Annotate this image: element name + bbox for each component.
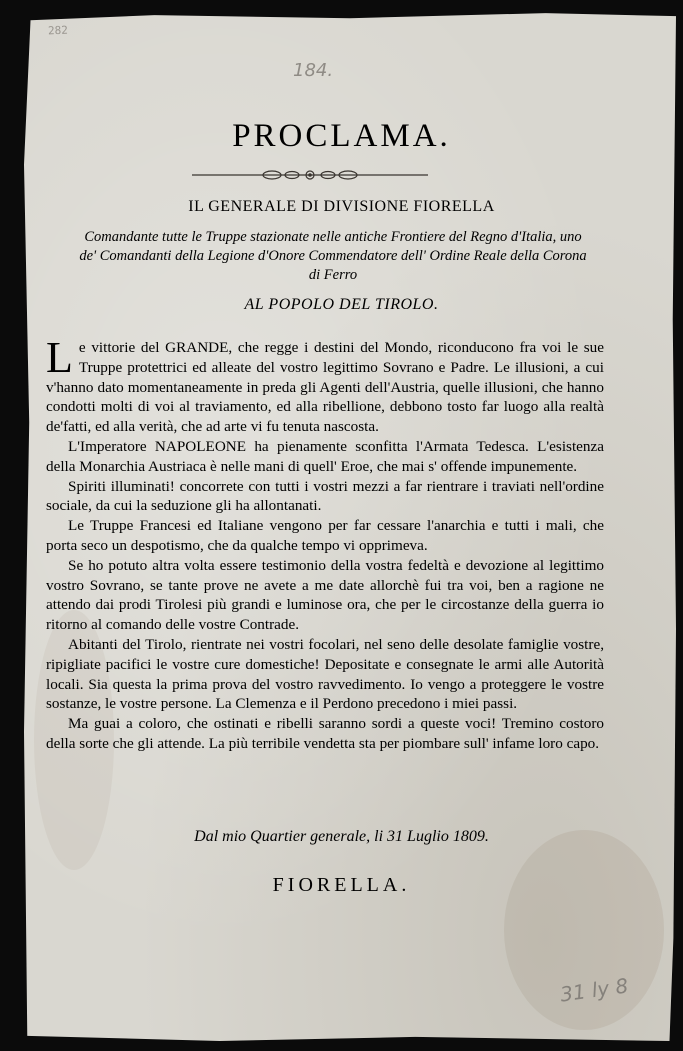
paragraph: Se ho potuto altra volta essere testimonio della vostra fedeltà e devozione al legittimo vostro Sovrano, se tante prove ne avete a me date allorchè fui tra voi, ben a ragione ne attendo dai prodi Tirolesi più grandi e luminose ora, che per le circostanze della guerra io ritorno al comando delle vostre Contrade. xyxy=(46,556,604,634)
paragraph: Spiriti illuminati! concorrete con tutti i vostri mezzi a far rientrare i traviati nell'ordine sociale, da cui la seduzione gli ha allontanati. xyxy=(46,477,604,515)
paragraph: Le Truppe Francesi ed Italiane vengono per far cessare l'anarchia e tutti i mali, che porta seco un despotismo, che da qualche tempo vi opprimeva. xyxy=(46,517,604,554)
general-heading: IL GENERALE DI DIVISIONE FIORELLA xyxy=(188,198,495,215)
document-title: PROCLAMA. xyxy=(232,118,451,154)
signature: FIORELLA. xyxy=(272,874,411,896)
pencil-annotation-bottom: 31 ly 8 xyxy=(558,973,630,1007)
paragraph: Abitanti del Tirolo, rientrate nei vostri focolari, nel seno delle desolate famiglie vostre, ripigliate pacifici le vostre cure domestiche! Depositate e consegnate le armi alle Autorità locali. Sia questa la prima prova del vostro ravvedimento. Io vengo a proteggere le vostre sostanze, le vostre persone. La Clemenza e il Perdono precedono i miei passi. xyxy=(46,635,604,713)
ornament-divider xyxy=(192,168,428,182)
pencil-annotation-top: 184. xyxy=(293,60,334,81)
address-line: AL POPOLO DEL TIROLO. xyxy=(244,296,439,313)
general-titles: Comandante tutte le Truppe stazionate nelle antiche Frontiere del Regno d'Italia, uno de' Comandanti della Legione d'Onore Commendatore dell' Ordine Reale della Corona di Ferro xyxy=(79,229,587,283)
dateline: Dal mio Quartier generale, li 31 Luglio 1809. xyxy=(194,828,489,845)
paragraph: Ma guai a coloro, che ostinati e ribelli saranno sordi a queste voci! Tremino costoro della sorte che gli attende. La più terribile vendetta sta per piombare sull' infame loro capo. xyxy=(46,715,604,752)
paragraph: L'Imperatore NAPOLEONE ha pienamente sconfitta l'Armata Tedesca. L'esistenza della Monarchia Austriaca è nelle mani di quell' Eroe, che mai s' offende impunemente. xyxy=(46,437,604,475)
drop-cap: L xyxy=(46,333,73,382)
proclamation-body xyxy=(46,333,604,754)
paragraph-text: e vittorie del GRANDE, che regge i destini del Mondo, riconducono fra voi le sue Truppe protettrici ed alleate del vostro legittimo Sovrano e Padre. Le illusioni, a cui v'hanno dato momentaneamente in preda gli Agenti dell'Austria, quelle illusioni, che hanno condotti molti di voi al traviamento, ed alla ribellione, debbono tosto far luogo alla realtà de'fatti, ed alla verità, che ad arte vi fu tenuta nascosta. xyxy=(46,339,604,436)
pencil-annotation-top-left: 282 xyxy=(47,23,69,38)
paragraph xyxy=(46,333,604,437)
